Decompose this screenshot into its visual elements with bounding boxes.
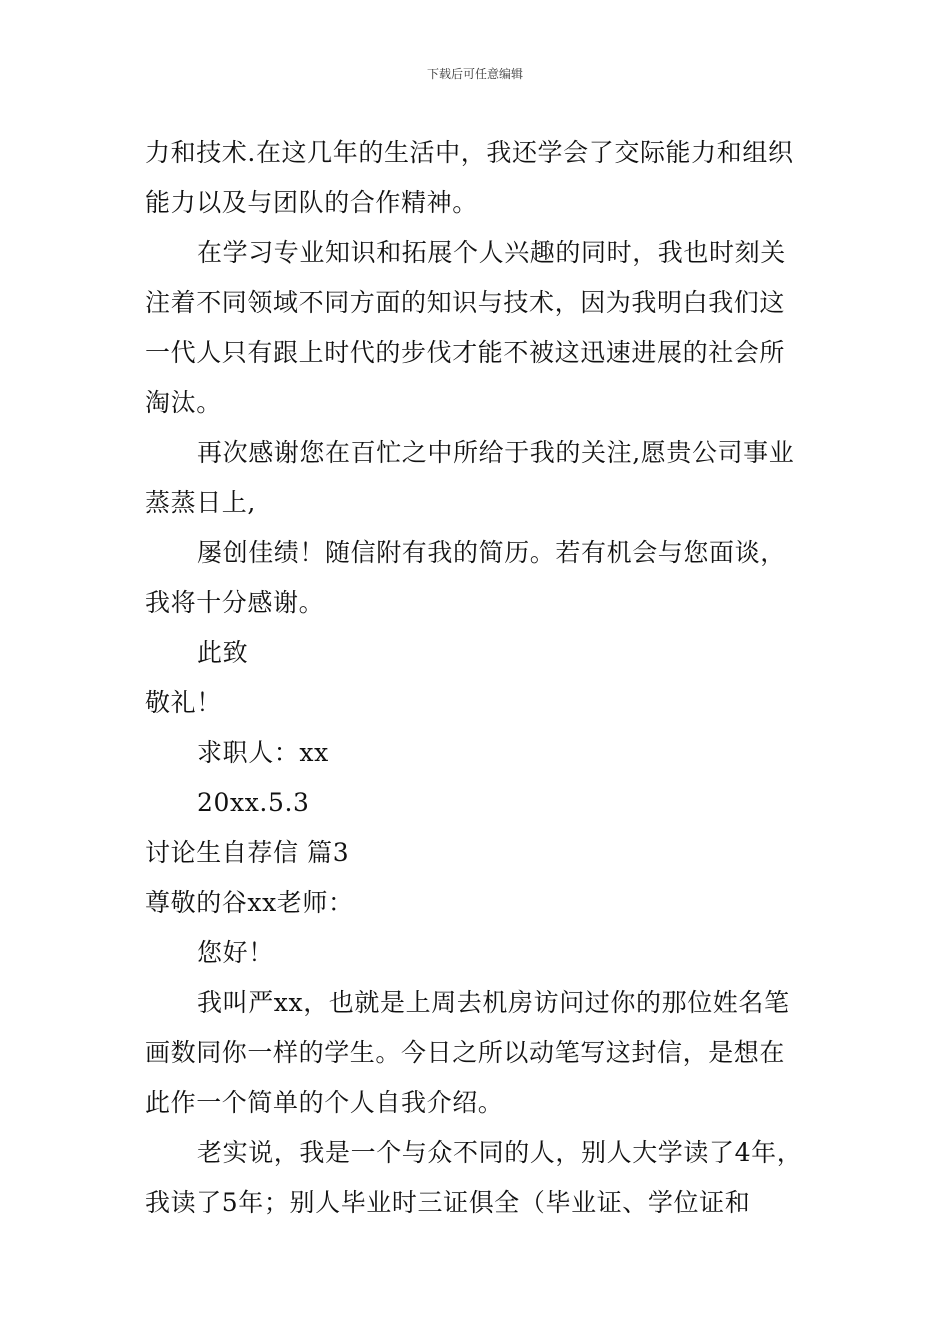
document-body — [145, 128, 810, 1222]
section-heading: 讨论生自荐信 篇3 — [145, 838, 350, 867]
text-line: 此作一个简单的个人自我介绍。 — [145, 1088, 504, 1117]
text-line: 能力以及与团队的合作精神。 — [145, 188, 478, 217]
text-line: 注着不同领域不同方面的知识与技术，因为我明白我们这 — [145, 288, 786, 317]
page-header-note: 下载后可任意编辑 — [426, 67, 523, 81]
text-line: 画数同你一样的学生。今日之所以动笔写这封信，是想在 — [145, 1038, 786, 1067]
text-line: 一代人只有跟上时代的步伐才能不被这迅速进展的社会所 — [145, 338, 786, 367]
text-line: 屡创佳绩！随信附有我的简历。若有机会与您面谈， — [197, 538, 786, 567]
closing-salutation: 此致 — [197, 638, 249, 667]
text-line: 我将十分感谢。 — [145, 588, 325, 617]
text-line: 老实说，我是一个与众不同的人，别人大学读了4年， — [197, 1138, 803, 1167]
text-line: 力和技术.在这几年的生活中，我还学会了交际能力和组织 — [145, 138, 794, 167]
letter-greeting: 尊敬的谷xx老师： — [145, 888, 354, 917]
text-line: 再次感谢您在百忙之中所给于我的关注,愿贵公司事业 — [197, 438, 795, 467]
text-line: 我读了5年；别人毕业时三证俱全（毕业证、学位证和 — [145, 1188, 751, 1217]
text-line: 淘汰。 — [145, 388, 222, 417]
signature-date: 20xx.5.3 — [197, 788, 310, 817]
closing-respect: 敬礼！ — [145, 688, 222, 717]
letter-hello: 您好！ — [197, 938, 274, 967]
text-line: 在学习专业知识和拓展个人兴趣的同时，我也时刻关 — [197, 238, 786, 267]
signature-applicant: 求职人：xx — [197, 738, 329, 767]
text-line: 我叫严xx，也就是上周去机房访问过你的那位姓名笔 — [197, 988, 790, 1017]
text-line: 蒸蒸日上, — [145, 488, 256, 517]
